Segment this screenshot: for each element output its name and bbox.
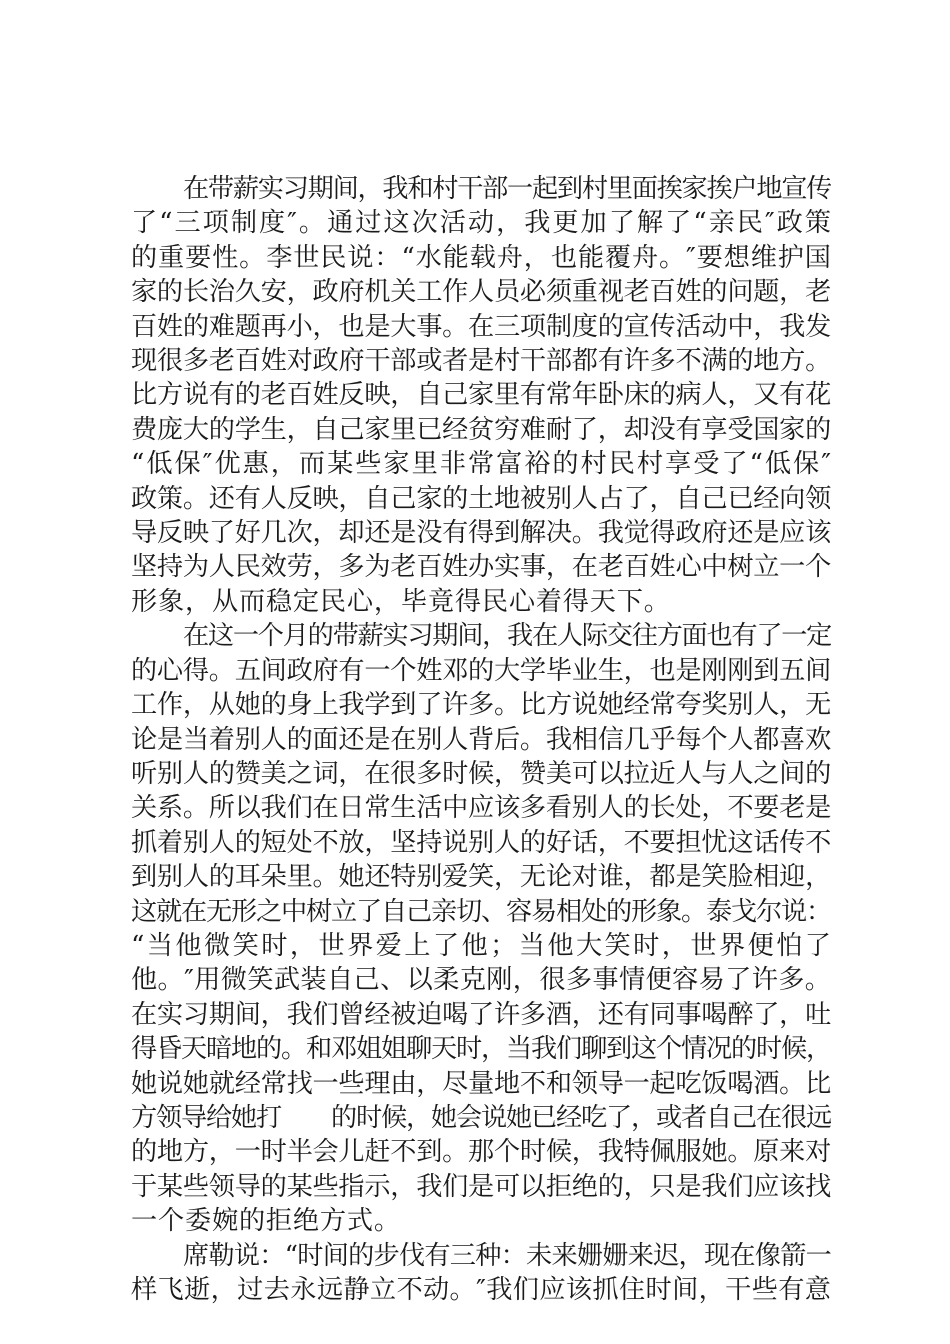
text-line: 一个委婉的拒绝方式。: [131, 1206, 401, 1237]
text-line: 她说她就经常找一些理由，尽量地不和领导一起吃饭喝酒。比: [131, 1068, 831, 1099]
text-line: 导反映了好几次，却还是没有得到解决。我觉得政府还是应该: [131, 518, 831, 549]
text-line: 关系。所以我们在日常生活中应该多看别人的长处，不要老是: [131, 793, 831, 824]
text-line: 在带薪实习期间，我和村干部一起到村里面挨家挨户地宣传: [183, 174, 831, 204]
document-body: [131, 172, 831, 1307]
text-line: 的重要性。李世民说：“水能载舟，也能覆舟。″要想维护国: [131, 242, 831, 273]
paragraph-3: [131, 1239, 831, 1308]
text-line: 政策。还有人反映，自己家的土地被别人占了，自己已经向领: [131, 483, 831, 514]
text-line: 抓着别人的短处不放，坚持说别人的好话，不要担忧这话传不: [131, 827, 831, 858]
text-line: 工作，从她的身上我学到了许多。比方说她经常夸奖别人，无: [131, 690, 831, 721]
text-line: “当他微笑时，世界爱上了他；当他大笑时，世界便怕了: [131, 930, 831, 961]
paragraph-2: [131, 619, 831, 1238]
text-line: 费庞大的学生，自己家里已经贫穷难耐了，却没有享受国家的: [131, 414, 831, 445]
text-line: 到别人的耳朵里。她还特别爱笑，无论对谁，都是笑脸相迎，: [131, 862, 831, 893]
text-line: 这就在无形之中树立了自己亲切、容易相处的形象。泰戈尔说：: [131, 896, 831, 927]
text-line: 的地方，一时半会儿赶不到。那个时候，我特佩服她。原来对: [131, 1137, 831, 1168]
text-line: 听别人的赞美之词，在很多时候，赞美可以拉近人与人之间的: [131, 758, 831, 789]
text-line: 的心得。五间政府有一个姓邓的大学毕业生，也是刚刚到五间: [131, 655, 831, 686]
text-line: 坚持为人民效劳，多为老百姓办实事，在老百姓心中树立一个: [131, 552, 831, 583]
text-line: 比方说有的老百姓反映，自己家里有常年卧床的病人，又有花: [131, 380, 831, 411]
text-line: 家的长治久安，政府机关工作人员必须重视老百姓的问题，老: [131, 277, 831, 308]
text-line: 现很多老百姓对政府干部或者是村干部都有许多不满的地方。: [131, 346, 831, 377]
text-line: 得昏天暗地的。和邓姐姐聊天时，当我们聊到这个情况的时候，: [131, 1034, 831, 1065]
text-line: “低保″优惠，而某些家里非常富裕的村民村享受了“低保″: [131, 449, 831, 480]
text-line: 在实习期间，我们曾经被迫喝了许多酒，还有同事喝醉了，吐: [131, 999, 831, 1030]
text-line: 百姓的难题再小，也是大事。在三项制度的宣传活动中，我发: [131, 311, 831, 342]
text-line: 形象，从而稳定民心，毕竟得民心着得天下。: [131, 586, 671, 617]
text-line: 样飞逝，过去永远静立不动。″我们应该抓住时间，干些有意: [131, 1275, 831, 1305]
text-line: 在这一个月的带薪实习期间，我在人际交往方面也有了一定: [183, 621, 831, 652]
paragraph-1: [131, 172, 831, 619]
text-line: 了“三项制度″。通过这次活动，我更加了解了“亲民″政策: [131, 208, 831, 239]
text-line: 论是当着别人的面还是在别人背后。我相信几乎每个人都喜欢: [131, 724, 831, 755]
text-line: 于某些领导的某些指示，我们是可以拒绝的，只是我们应该找: [131, 1171, 831, 1202]
text-line: 他。″用微笑武装自己、以柔克刚，很多事情便容易了许多。: [131, 965, 831, 996]
text-line: 席勒说：“时间的步伐有三种：未来姗姗来迟，现在像箭一: [183, 1240, 831, 1271]
text-line: 方领导给她打 的时候，她会说她已经吃了，或者自己在很远: [131, 1102, 831, 1133]
